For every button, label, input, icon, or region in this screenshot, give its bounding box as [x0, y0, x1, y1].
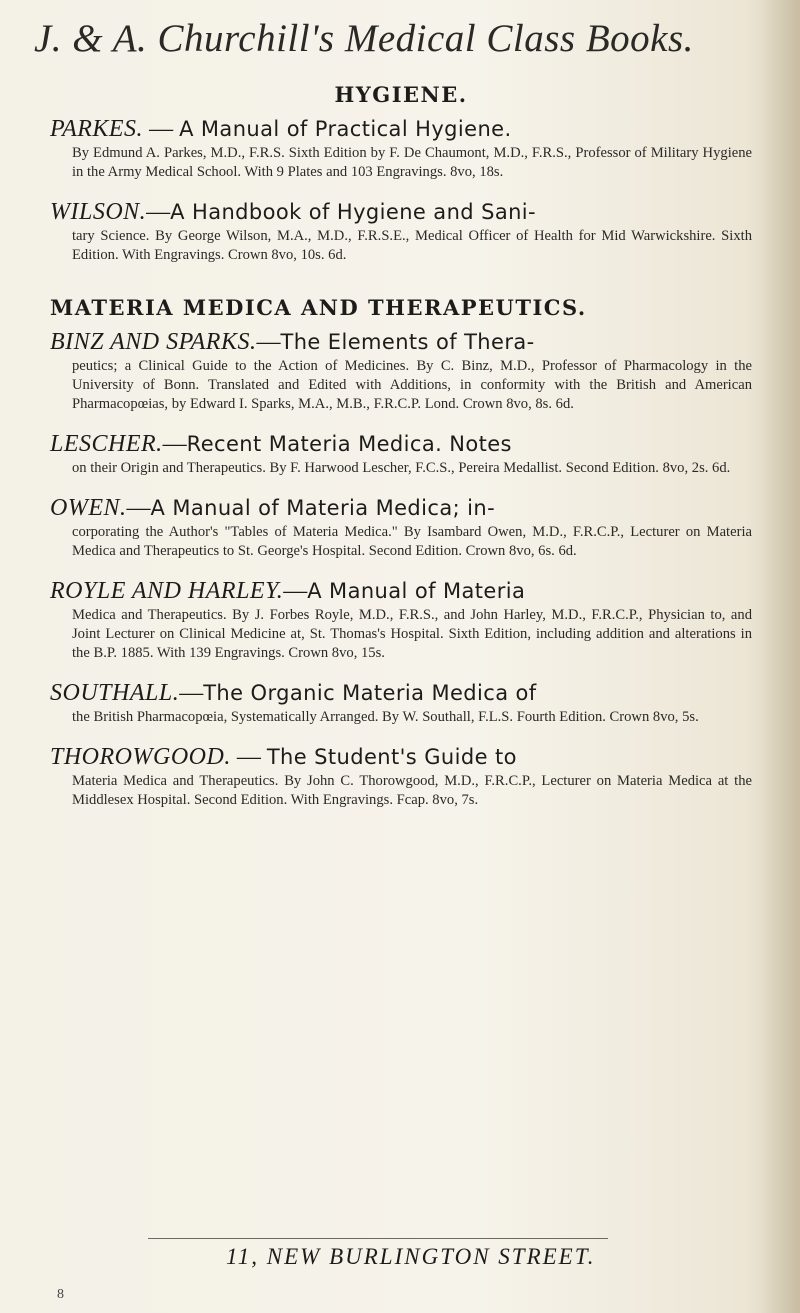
catalogue-entry	[50, 494, 752, 561]
entry-head	[50, 494, 752, 523]
page-number: 8	[57, 1287, 64, 1302]
entry-head	[50, 430, 752, 459]
section-hygiene	[50, 82, 752, 265]
entry-separator: —	[179, 680, 204, 706]
entry-separator: —	[283, 578, 308, 604]
entry-author: BINZ AND SPARKS.	[50, 329, 257, 355]
entry-title: A Handbook of Hygiene and Sani-	[170, 200, 537, 224]
entry-detail: on their Origin and Therapeutics. By F. Harwood Lescher, F.C.S., Pereira Medallist. Second Edition. 8vo, 2s. 6d.	[72, 460, 731, 476]
entry-detail: Medica and Therapeutics. By J. Forbes Royle, M.D., F.R.S., and John Harley, M.D., F.R.C.P., Physician to, and Joint Lecturer on Clinical Medicine at, St. Thomas's Hospital. Sixth Edition, including addition and alterations in the B.P. 1885. With 139 Engravings. Crown 8vo, 15s.	[72, 607, 752, 661]
section-heading: MATERIA MEDICA AND THERAPEUTICS.	[50, 295, 587, 320]
entry-detail: Materia Medica and Therapeutics. By John C. Thorowgood, M.D., F.R.C.P., Lecturer on Materia Medica at the Middlesex Hospital. Second Edition. With Engravings. Fcap. 8vo, 7s.	[72, 773, 752, 808]
entry-author: ROYLE AND HARLEY.	[50, 578, 284, 604]
entry-separator: —	[256, 329, 281, 355]
entry-separator: —	[143, 116, 180, 142]
entry-detail: tary Science. By George Wilson, M.A., M.D., F.R.S.E., Medical Officer of Health for Mid Warwickshire. Sixth Edition. With Engravings. Crown 8vo, 10s. 6d.	[72, 228, 752, 263]
entry-title: A Manual of Practical Hygiene.	[179, 117, 512, 141]
entry-author: OWEN.	[50, 495, 127, 521]
entry-head	[50, 743, 752, 772]
entry-author: WILSON.	[50, 199, 147, 225]
entry-head	[50, 115, 752, 144]
entry-title: Recent Materia Medica. Notes	[186, 432, 512, 456]
catalogue-entry	[50, 679, 752, 727]
entry-author: SOUTHALL.	[50, 680, 180, 706]
entry-title: The Student's Guide to	[266, 745, 517, 769]
running-head: J. & A. Churchill's Medical Class Books.	[34, 17, 694, 60]
entry-title: The Organic Materia Medica of	[203, 681, 537, 705]
entry-head	[50, 328, 752, 357]
catalogue-content	[50, 76, 752, 826]
section-materia-medica	[50, 295, 752, 810]
entry-detail: peutics; a Clinical Guide to the Action of Medicines. By C. Binz, M.D., Professor of Pharmacology in the University of Bonn. Translated and Edited with Additions, in conformity with the British and American Pharmacopœias, by Edward I. Sparks, M.A., M.B., F.R.C.P. Lond. Crown 8vo, 8s. 6d.	[72, 358, 752, 412]
section-heading: HYGIENE.	[334, 82, 468, 107]
entry-title: A Manual of Materia	[307, 579, 526, 603]
publisher-address: 11, NEW BURLINGTON STREET.	[226, 1244, 596, 1269]
entry-detail: corporating the Author's "Tables of Materia Medica." By Isambard Owen, M.D., F.R.C.P., Lecturer on Materia Medica and Therapeutics to St. George's Hospital. Second Edition. Crown 8vo, 6s. 6d.	[72, 524, 752, 559]
entry-author: LESCHER.	[50, 431, 163, 457]
catalogue-entry	[50, 430, 752, 478]
catalogue-entry	[50, 328, 752, 414]
catalogue-entry	[50, 577, 752, 663]
catalogue-entry	[50, 198, 752, 265]
entry-detail: the British Pharmacopœia, Systematically Arranged. By W. Southall, F.L.S. Fourth Edition. Crown 8vo, 5s.	[72, 709, 699, 725]
catalogue-entry	[50, 115, 752, 182]
entry-title: A Manual of Materia Medica; in-	[150, 496, 496, 520]
entry-separator: —	[230, 744, 267, 770]
entry-detail: By Edmund A. Parkes, M.D., F.R.S. Sixth Edition by F. De Chaumont, M.D., F.R.S., Professor of Military Hygiene in the Army Medical School. With 9 Plates and 103 Engravings. 8vo, 18s.	[72, 145, 752, 180]
entry-title: The Elements of Thera-	[280, 330, 535, 354]
entry-head	[50, 198, 752, 227]
entry-head	[50, 679, 752, 708]
entry-author: PARKES.	[50, 116, 144, 142]
footer-rule	[148, 1238, 608, 1239]
entry-head	[50, 577, 752, 606]
entry-separator: —	[126, 495, 151, 521]
catalogue-entry	[50, 743, 752, 810]
entry-author: THOROWGOOD.	[50, 744, 231, 770]
entry-separator: —	[162, 431, 187, 457]
entry-separator: —	[146, 199, 171, 225]
page-edge-shadow	[760, 0, 800, 1313]
